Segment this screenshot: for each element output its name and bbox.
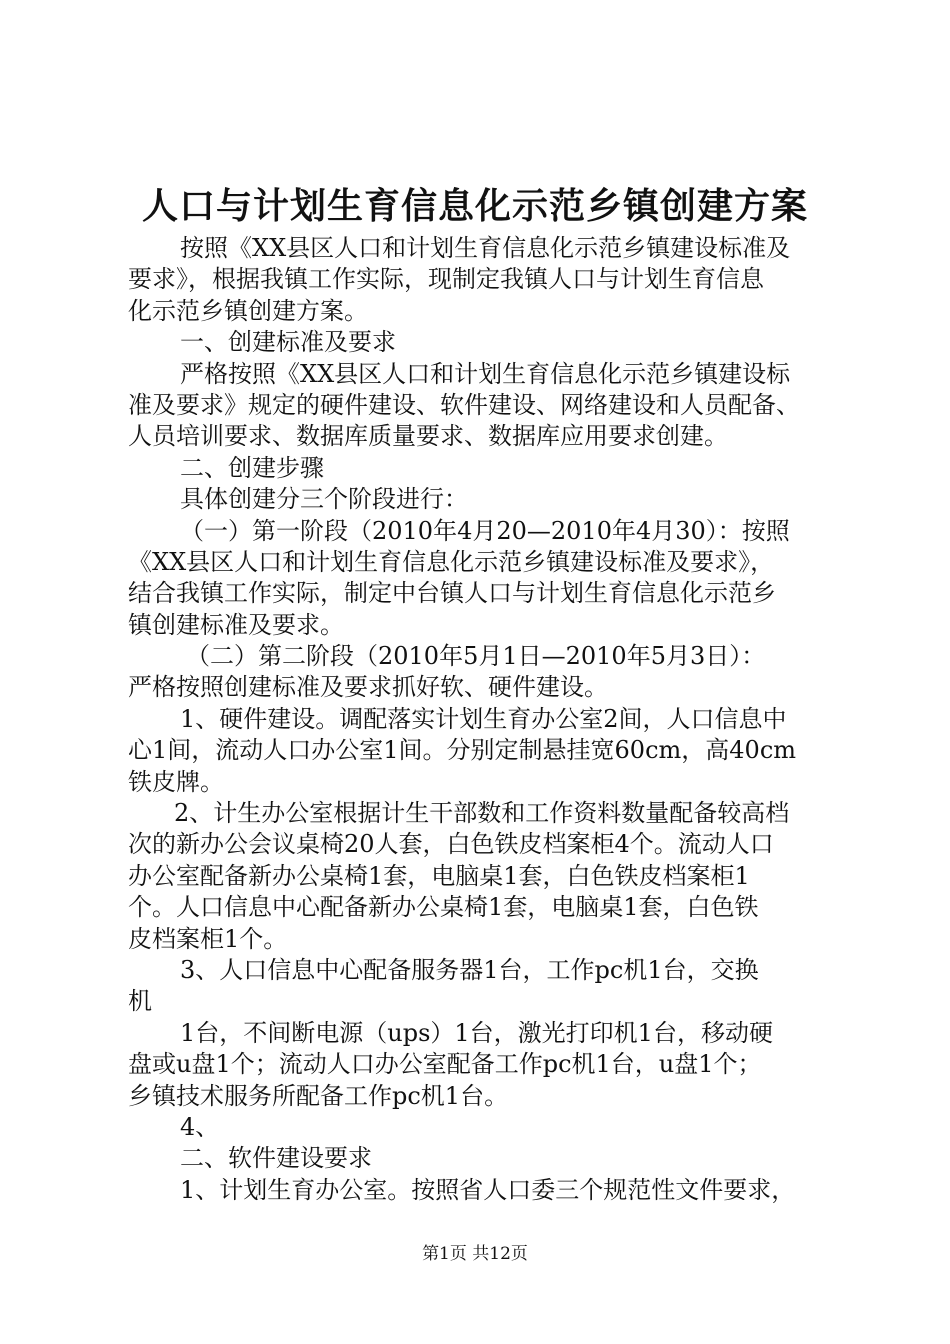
section-heading: 一、创建标准及要求 [180, 328, 396, 357]
paragraph-line: 3、人口信息中心配备服务器1台，工作pc机1台，交换 [180, 955, 759, 984]
paragraph-line: 4、 [180, 1112, 220, 1141]
paragraph-line: 结合我镇工作实际，制定中台镇人口与计划生育信息化示范乡 [128, 579, 776, 608]
paragraph-line: 人员培训要求、数据库质量要求、数据库应用要求创建。 [128, 422, 728, 451]
paragraph-line: 盘或u盘1个；流动人口办公室配备工作pc机1台，u盘1个； [128, 1050, 762, 1079]
paragraph-line: 次的新办公会议桌椅20人套，白色铁皮档案柜4个。流动人口 [128, 830, 774, 859]
paragraph-line: 乡镇技术服务所配备工作pc机1台。 [128, 1081, 509, 1110]
paragraph-line: 严格按照《XX县区人口和计划生育信息化示范乡镇建设标 [180, 359, 791, 388]
paragraph-line: 要求》，根据我镇工作实际，现制定我镇人口与计划生育信息 [128, 265, 764, 294]
paragraph-line: 1台，不间断电源（ups）1台，激光打印机1台，移动硬 [180, 1018, 773, 1047]
document-body [128, 233, 838, 1206]
page-footer: 第1页 共12页 [422, 1244, 528, 1264]
paragraph-line: （一）第一阶段（2010年4月20—2010年4月30）：按照 [180, 516, 790, 545]
paragraph-line: 严格按照创建标准及要求抓好软、硬件建设。 [128, 673, 608, 702]
paragraph-line: 机 [128, 987, 152, 1016]
paragraph-line: 1、计划生育办公室。按照省人口委三个规范性文件要求， [180, 1175, 796, 1204]
section-heading: 二、创建步骤 [180, 453, 324, 482]
section-heading: 二、软件建设要求 [180, 1144, 372, 1173]
paragraph-line: 准及要求》规定的硬件建设、软件建设、网络建设和人员配备、 [128, 390, 800, 419]
paragraph-line: 2、计生办公室根据计生干部数和工作资料数量配备较高档 [174, 799, 790, 828]
paragraph-line: 按照《XX县区人口和计划生育信息化示范乡镇建设标准及 [180, 234, 791, 262]
paragraph-line: 具体创建分三个阶段进行： [180, 485, 468, 514]
paragraph-line: 化示范乡镇创建方案。 [128, 296, 368, 325]
document-title: 人口与计划生育信息化示范乡镇创建方案 [141, 185, 808, 227]
paragraph-line: 镇创建标准及要求。 [128, 610, 344, 639]
paragraph-line: 心1间，流动人口办公室1间。分别定制悬挂宽60cm，高40cm [128, 736, 797, 765]
paragraph-line: 皮档案柜1个。 [128, 924, 288, 953]
paragraph-line: 办公室配备新办公桌椅1套，电脑桌1套，白色铁皮档案柜1 [128, 861, 750, 890]
paragraph-line: 《XX县区人口和计划生育信息化示范乡镇建设标准及要求》， [128, 547, 775, 576]
paragraph-line: 1、硬件建设。调配落实计划生育办公室2间，人口信息中 [180, 704, 787, 733]
paragraph-line: （二）第二阶段（2010年5月1日—2010年5月3日）： [186, 642, 766, 671]
paragraph-line: 铁皮牌。 [128, 767, 224, 796]
paragraph-line: 个。人口信息中心配备新办公桌椅1套，电脑桌1套，白色铁 [128, 893, 759, 922]
